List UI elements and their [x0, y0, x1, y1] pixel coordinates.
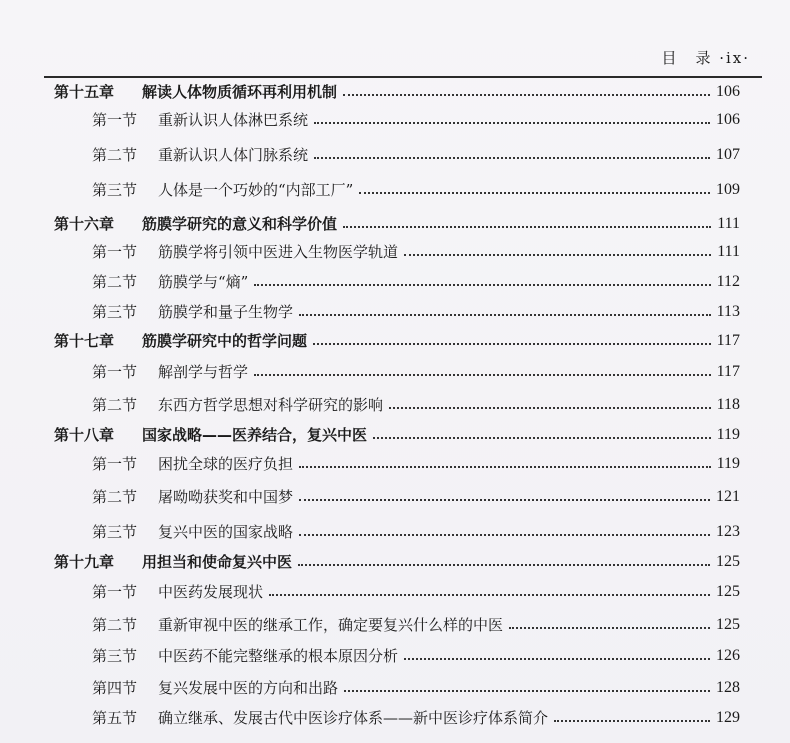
toc-entry-title: 困扰全球的医疗负担 [158, 455, 294, 473]
toc-section-row [0, 577, 790, 607]
toc-page-number: 128 [716, 679, 740, 696]
toc-leader-dots [299, 534, 710, 536]
toc-entry-number: 第一节 [92, 455, 138, 473]
toc-section-row [0, 482, 790, 512]
toc-page-number: 112 [716, 273, 740, 290]
toc-entry-title: 国家战略——医养结合，复兴中医 [142, 426, 368, 444]
toc-leader-dots [313, 343, 711, 345]
toc-page-number: 119 [716, 455, 740, 472]
toc-section-row [0, 673, 790, 703]
toc-entry-number: 第三节 [92, 647, 138, 665]
toc-entry-number: 第十五章 [54, 83, 115, 101]
toc-leader-dots [389, 407, 711, 409]
toc-entry-number: 第三节 [92, 523, 138, 541]
toc-entry-title: 中医药不能完整继承的根本原因分析 [158, 647, 399, 665]
toc-entry-title: 筋膜学研究的意义和科学价值 [142, 215, 338, 233]
toc-section-row [0, 641, 790, 671]
toc-entry-number: 第一节 [92, 363, 138, 381]
toc-leader-dots [299, 466, 711, 468]
toc-section-row [0, 517, 790, 547]
toc-entry-number: 第十六章 [54, 215, 115, 233]
toc-entry-title: 复兴发展中医的方向和出路 [158, 679, 339, 697]
toc-leader-dots [343, 94, 710, 96]
toc-entry-number: 第三节 [92, 181, 138, 199]
running-head: 目 录 ·ix· [661, 49, 750, 67]
toc-page-number: 119 [716, 426, 740, 443]
toc-page-number: 106 [716, 83, 740, 100]
toc-section-row [0, 140, 790, 170]
toc-leader-dots [314, 157, 710, 159]
toc-page-number: 109 [716, 181, 740, 198]
toc-chapter-row [0, 77, 790, 107]
toc-entry-title: 屠呦呦获奖和中国梦 [158, 488, 294, 506]
toc-leader-dots [299, 314, 711, 316]
toc-entry-title: 筋膜学将引领中医进入生物医学轨道 [158, 243, 399, 261]
toc-section-row [0, 703, 790, 733]
toc-entry-number: 第二节 [92, 146, 138, 164]
toc-entry-title: 重新认识人体淋巴系统 [158, 111, 309, 129]
toc-leader-dots [404, 658, 710, 660]
toc-page-number: 121 [716, 488, 740, 505]
toc-entry-number: 第二节 [92, 488, 138, 506]
toc-entry-title: 筋膜学和量子生物学 [158, 303, 294, 321]
toc-entry-title: 筋膜学研究中的哲学问题 [142, 332, 308, 350]
toc-leader-dots [344, 690, 710, 692]
toc-entry-title: 人体是一个巧妙的“内部工厂” [158, 181, 354, 199]
toc-page-number: 111 [717, 215, 740, 232]
toc-entry-number: 第五节 [92, 709, 138, 727]
toc-entry-number: 第十九章 [54, 553, 115, 571]
toc-leader-dots [554, 720, 710, 722]
toc-page-number: 125 [716, 583, 740, 600]
toc-entry-title: 重新认识人体门脉系统 [158, 146, 309, 164]
toc-page-number: 113 [716, 303, 740, 320]
toc-entry-number: 第一节 [92, 583, 138, 601]
toc-entry-number: 第十八章 [54, 426, 115, 444]
toc-section-row [0, 267, 790, 297]
toc-chapter-row [0, 326, 790, 356]
toc-leader-dots [373, 437, 711, 439]
toc-chapter-row [0, 209, 790, 239]
toc-entry-title: 解剖学与哲学 [158, 363, 249, 381]
toc-leader-dots [404, 254, 711, 256]
toc-entry-number: 第十七章 [54, 332, 115, 350]
toc-leader-dots [343, 226, 711, 228]
toc-entry-title: 中医药发展现状 [158, 583, 264, 601]
toc-page-number: 117 [716, 332, 740, 349]
toc-section-row [0, 237, 790, 267]
toc-leader-dots [299, 499, 710, 501]
toc-leader-dots [314, 122, 710, 124]
toc-section-row [0, 175, 790, 205]
toc-entry-number: 第一节 [92, 111, 138, 129]
toc-page-number: 126 [716, 647, 740, 664]
toc-section-row [0, 449, 790, 479]
toc-page-number: 118 [716, 396, 740, 413]
toc-entry-number: 第二节 [92, 396, 138, 414]
toc-leader-dots [509, 627, 710, 629]
toc-entry-title: 解读人体物质循环再利用机制 [142, 83, 338, 101]
toc-section-row [0, 105, 790, 135]
toc-entry-number: 第二节 [92, 273, 138, 291]
toc-entry-number: 第一节 [92, 243, 138, 261]
toc-section-row [0, 357, 790, 387]
toc-leader-dots [359, 192, 710, 194]
toc-page-number: 106 [716, 111, 740, 128]
toc-leader-dots [269, 594, 710, 596]
toc-section-row [0, 610, 790, 640]
toc-entry-title: 用担当和使命复兴中医 [142, 553, 293, 571]
toc-entry-number: 第三节 [92, 303, 138, 321]
toc-entry-number: 第二节 [92, 616, 138, 634]
toc-page-number: 129 [716, 709, 740, 726]
toc-entry-title: 复兴中医的国家战略 [158, 523, 294, 541]
toc-leader-dots [254, 374, 711, 376]
toc-chapter-row [0, 547, 790, 577]
toc-page-number: 123 [716, 523, 740, 540]
toc-page-number: 125 [716, 553, 740, 570]
toc-entry-title: 筋膜学与“熵” [158, 273, 249, 291]
toc-section-row [0, 390, 790, 420]
toc-section-row [0, 297, 790, 327]
toc-chapter-row [0, 420, 790, 450]
toc-leader-dots [298, 564, 710, 566]
toc-page-number: 107 [716, 146, 740, 163]
toc-page-number: 125 [716, 616, 740, 633]
toc-entry-title: 重新审视中医的继承工作，确定要复兴什么样的中医 [158, 616, 504, 634]
toc-leader-dots [254, 284, 710, 286]
toc-entry-title: 确立继承、发展古代中医诊疗体系——新中医诊疗体系简介 [158, 709, 549, 727]
toc-page-number: 117 [716, 363, 740, 380]
toc-entry-title: 东西方哲学思想对科学研究的影响 [158, 396, 384, 414]
toc-page-number: 111 [717, 243, 740, 260]
toc-entry-number: 第四节 [92, 679, 138, 697]
